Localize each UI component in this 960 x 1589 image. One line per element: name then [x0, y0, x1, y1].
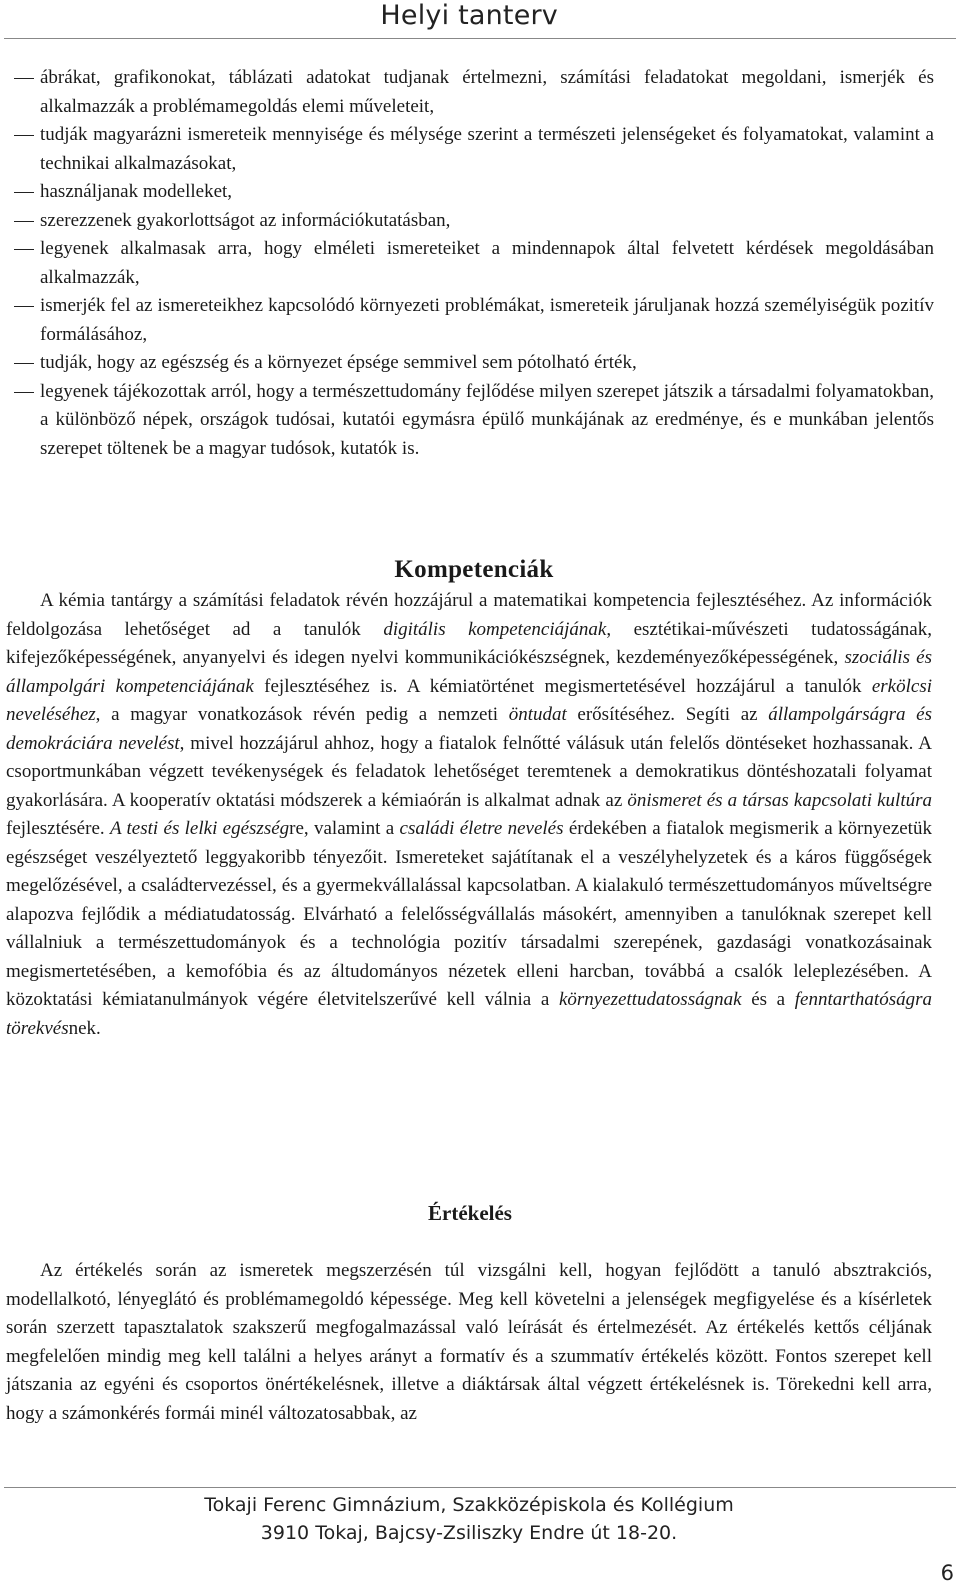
header-divider [4, 38, 956, 39]
objectives-list [6, 64, 934, 463]
text-run: , a magyar vonatkozások révén pedig a nemzeti [95, 704, 509, 725]
text-run: fejlesztéséhez is. A kémiatörténet megismertetésével hozzájárul a tanulók [253, 675, 872, 697]
text-run: , mivel hozzájárul ahhoz, hogy a fiatalok felnőtté válásuk után felelős döntéseket hozhassanak. A csoportmunkában végzett tevékenységek és feladatok lehetőséget teremtenek a demokratikus döntéshozatali folyamat gyakorlására. A kooperatív oktatási módszerek a kémiaórán is alkalmat adnak az [6, 732, 932, 811]
footer-school-name: Tokaji Ferenc Gimnázium, Szakközépiskola és Kollégium [204, 1494, 734, 1516]
footer-divider [4, 1487, 956, 1488]
text-run: erősítéséhez. Segíti az [566, 704, 769, 725]
ertekeles-paragraph [6, 1257, 932, 1428]
emphasis: erkölcsi neveléséhez [6, 675, 932, 725]
emphasis: családi életre nevelés [399, 818, 564, 839]
emphasis: öntudat [508, 704, 567, 725]
list-item: legyenek alkalmasak arra, hogy elméleti ismereteiket a mindennapok által felvetett kérdések megoldásában alkalmazzák, [6, 235, 934, 292]
text-run: re, valamint a [289, 818, 400, 839]
list-item: tudják magyarázni ismereteik mennyisége és mélysége szerint a természeti jelenségeket és folyamatokat, valamint a technikai alkalmazásokat, [6, 121, 934, 178]
text-run: , esztétikai-művészeti tudatosságának, kifejezőképességének, anyanyelvi és idegen nyelvi kommunikációkészségnek, kezdeményezőképességének, [6, 618, 932, 668]
footer-address: 3910 Tokaj, Bajcsy-Zsiliszky Endre út 18-20. [260, 1522, 678, 1544]
emphasis: állampolgárságra és demokráciára nevelést [6, 704, 932, 754]
text-run: Az értékelés során az ismeretek megszerzésén túl vizsgálni kell, hogyan fejlődött a tanuló absztrakciós, modellalkotó, lényeglátó és problémamegoldó képessége. Meg kell követelni a jelenségek megfigyelése és a kísérletek során szerzett tapasztalatok szakszerű megfogalmazással való leírását és értelmezését. Az értékelés kettős céljának megfelelően mindig meg kell találni a helyes arányt a formatív és a szummatív értékelés között. Fontos szerepet kell játszania az egyéni és csoportos önértékelésnek, illetve a diáktársak által végzett értékelésnek is. Törekedni kell arra, hogy a számonkérés formái minél változatosabbak, az [6, 1260, 932, 1424]
section-heading-kompetenciak: Kompetenciák [394, 556, 554, 583]
kompetenciak-paragraph [6, 587, 932, 1043]
list-item: ábrákat, grafikonokat, táblázati adatokat tudjanak értelmezni, számítási feladatokat megoldani, ismerjék és alkalmazzák a problémamegoldás elemi műveleteit, [6, 64, 934, 121]
emphasis: szociális és állampolgári kompetenciájának [6, 647, 933, 697]
text-run: és a [741, 989, 795, 1010]
page-header-title: Helyi tanterv [380, 0, 558, 31]
list-item: ismerjék fel az ismereteikhez kapcsolódó környezeti problémákat, ismereteik járuljanak hozzá személyiségük pozitív formálásához, [6, 292, 934, 349]
text-run: fejlesztésére. [6, 818, 110, 839]
emphasis: fenntarthatóságra törekvés [6, 989, 932, 1039]
emphasis: digitális kompetenciájának [383, 618, 607, 640]
emphasis: A testi és lelki egészség [109, 818, 290, 839]
list-item: legyenek tájékozottak arról, hogy a természettudomány fejlődése milyen szerepet játszik a társadalmi folyamatokban, a különböző népek, országok tudósai, kutatói egymásra épülő munkájának az eredménye, és e munkában jelentős szerepet töltenek be a magyar tudósok, kutatók is. [6, 378, 934, 464]
list-item: tudják, hogy az egészség és a környezet épsége semmivel sem pótolható érték, [6, 349, 934, 378]
emphasis: környezettudatosságnak [558, 989, 742, 1010]
list-item: szerezzenek gyakorlottságot az információkutatásban, [6, 207, 934, 236]
list-item: használjanak modelleket, [6, 178, 934, 207]
text-run: nek. [68, 1017, 101, 1039]
section-heading-ertekeles: Értékelés [428, 1201, 512, 1225]
text-run: érdekében a fiatalok megismerik a környezetük egészséget veszélyeztető leggyakoribb tényezőit. Ismereteket sajátítanak el a veszélyhelyzetek és a káros függőségek megelőzésével, a családtervezéssel, és a gyermekvállalással kapcsolatban. A kialakuló természettudományos műveltségre alapozva fejlődik a médiatudatosság. Elvárható a felelősségvállalás másokért, amennyiben a tanulóknak szerepet kell vállalniuk a természettudományok és a technológia pozitív társadalmi szerepének, gazdasági vonatkozásainak megismertetésében, a kemofóbia és az áltudományos nézetek elleni harcban, továbbá a csalók leleplezésében. A közoktatási kémiatanulmányok végére életvitelszerűvé kell válnia a [6, 818, 932, 1010]
emphasis: önismeret és a társas kapcsolati kultúra [627, 789, 932, 811]
page-footer [0, 1491, 938, 1547]
text-run: A kémia tantárgy a számítási feladatok révén hozzájárul a matematikai kompetencia fejlesztéséhez. Az információk feldolgozása lehetőséget ad a tanulók [6, 590, 932, 640]
page-number: 6 [940, 1561, 954, 1585]
